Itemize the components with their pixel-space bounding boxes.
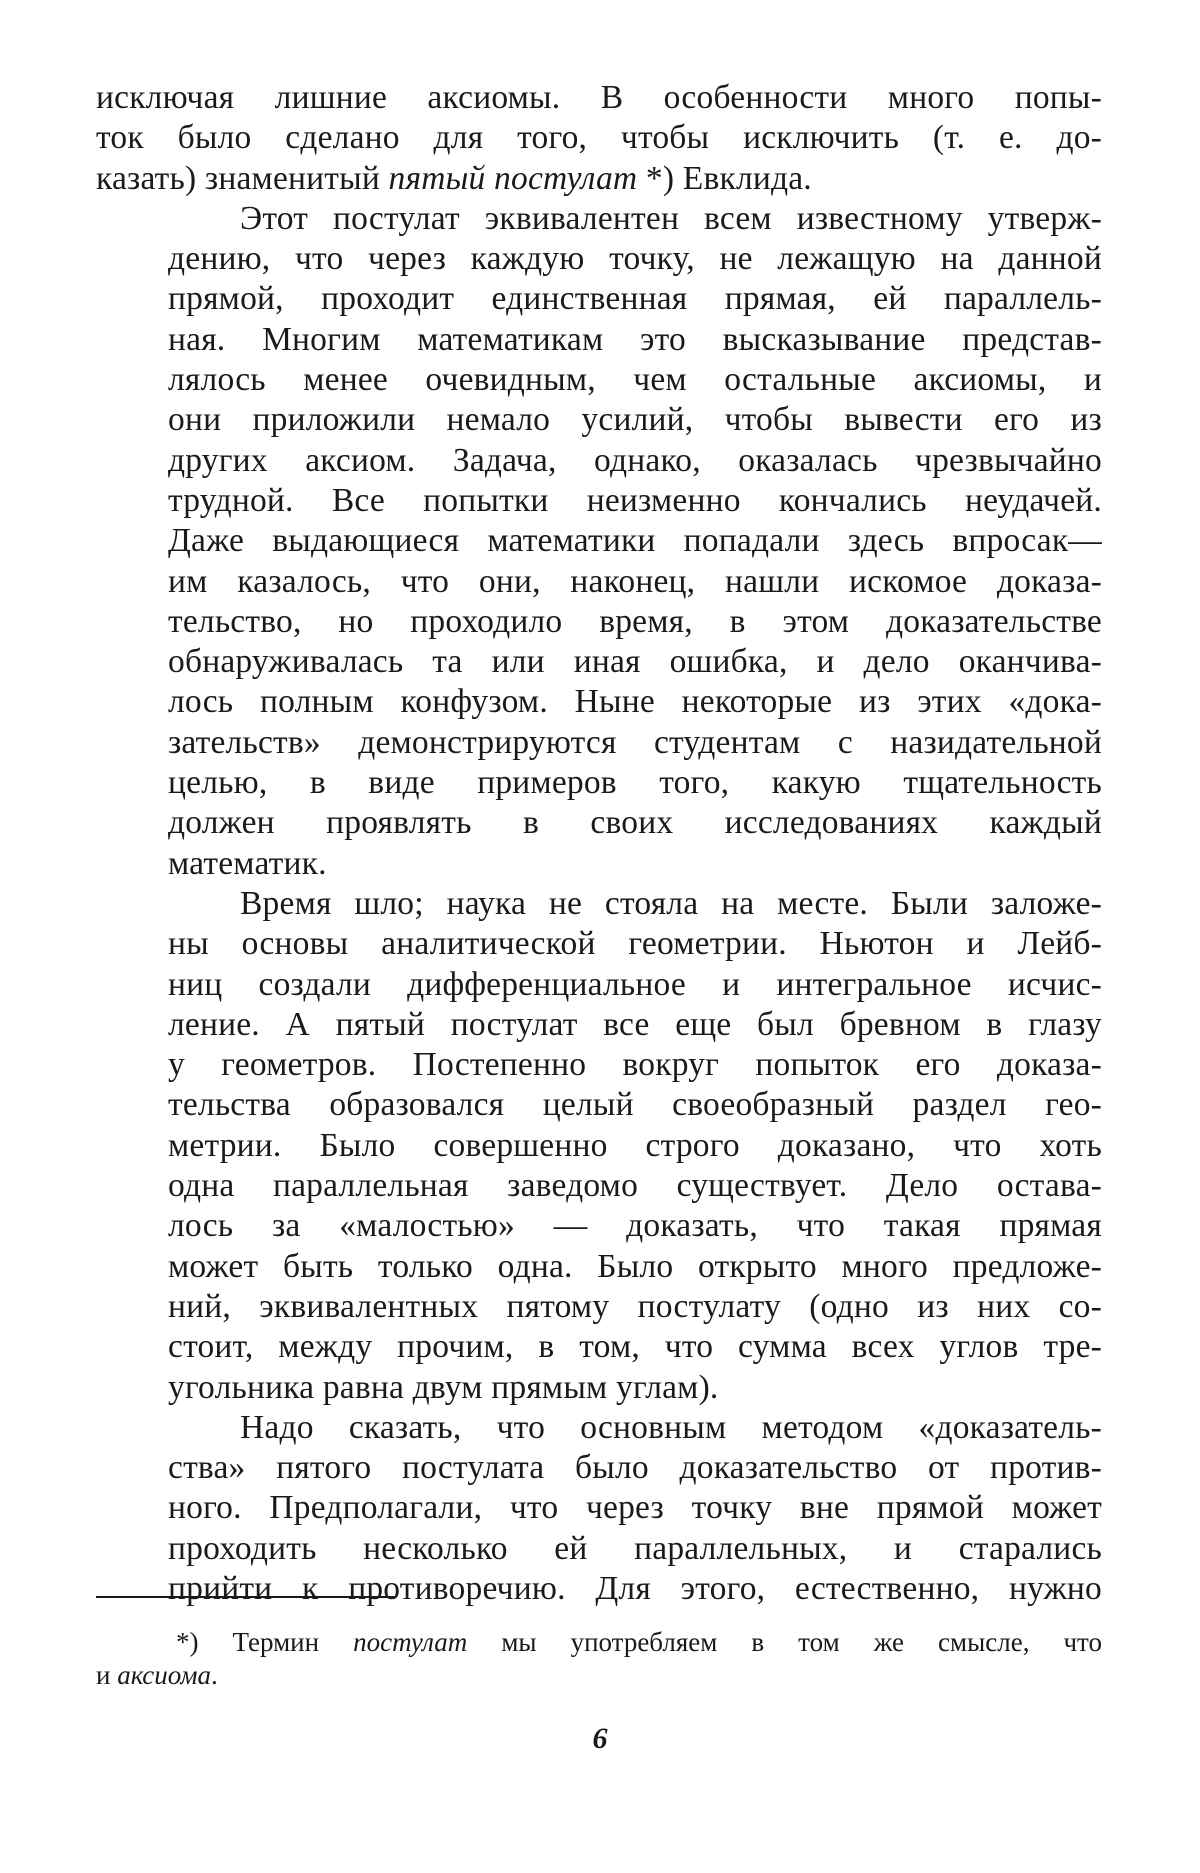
text-line: у геометров. Постепенно вокруг попыток его доказа- xyxy=(168,1046,1102,1084)
text-line: прийти к противоречию. Для этого, естественно, нужно xyxy=(168,1569,1102,1607)
text-line: зательств» демонстрируются студентам с назидательной xyxy=(168,723,1102,761)
text-run: мы употребляем в том же смысле, что xyxy=(467,1627,1103,1657)
text-line: дению, что через каждую точку, не лежащую на данной xyxy=(168,240,1102,278)
text-line: стоит, между прочим, в том, что сумма всех углов тре- xyxy=(168,1328,1102,1366)
text-line: ниц создали дифференциальное и интегральное исчис- xyxy=(168,965,1102,1003)
text-line: ная. Многим математикам это высказывание представ- xyxy=(168,320,1102,358)
footnote-line-2 xyxy=(96,1659,1102,1692)
footnote-line-1 xyxy=(96,1626,1102,1659)
text-line: Даже выдающиеся математики попадали здесь впросак— xyxy=(168,522,1102,560)
text-line: тельство, но проходило время, в этом доказательстве xyxy=(168,602,1102,640)
page-body xyxy=(96,78,1102,1609)
text-run: . xyxy=(211,1660,218,1690)
text-line: тельства образовался целый своеобразный раздел гео- xyxy=(168,1086,1102,1124)
text-line: метрии. Было совершенно строго доказано, что хоть xyxy=(168,1126,1102,1164)
text-run: и xyxy=(96,1660,118,1690)
text-line: прямой, проходит единственная прямая, ей параллель- xyxy=(168,280,1102,318)
text-line: они приложили немало усилий, чтобы вывести его из xyxy=(168,401,1102,439)
text-line: угольника равна двум прямым углам). xyxy=(168,1368,719,1406)
text-run: *) Термин xyxy=(176,1627,354,1657)
footnote-separator xyxy=(96,1596,396,1598)
paragraph xyxy=(96,78,1102,199)
text-line: ны основы аналитической геометрии. Ньютон и Лейб- xyxy=(168,925,1102,963)
text-line: Этот постулат эквивалентен всем известному утверж- xyxy=(240,199,1102,237)
text-line: лось за «малостью» — доказать, что такая прямая xyxy=(168,1207,1102,1245)
italic-term: пятый постулат xyxy=(388,159,638,197)
paragraph xyxy=(96,884,1102,1408)
text-line: Надо сказать, что основным методом «доказатель- xyxy=(240,1408,1102,1446)
text-line: целью, в виде примеров того, какую тщательность xyxy=(168,764,1102,802)
paragraph xyxy=(96,199,1102,884)
italic-term: постулат xyxy=(353,1627,468,1657)
text-line: обнаруживалась та или иная ошибка, и дело оканчива- xyxy=(168,643,1102,681)
text-line: проходить несколько ей параллельных, и старались xyxy=(168,1529,1102,1567)
text-line: может быть только одна. Было открыто много предложе- xyxy=(168,1247,1102,1285)
page-number: 6 xyxy=(592,1722,608,1755)
text-line: лялось менее очевидным, чем остальные аксиомы, и xyxy=(168,361,1102,399)
text-line: им казалось, что они, наконец, нашли искомое доказа- xyxy=(168,562,1102,600)
text-line: ление. А пятый постулат все еще был бревном в глазу xyxy=(168,1005,1102,1043)
text-line: исключая лишние аксиомы. В особенности много попы- xyxy=(96,79,1102,116)
text-line: ства» пятого постулата было доказательство от против- xyxy=(168,1449,1102,1487)
text-line: ток было сделано для того, чтобы исключить (т. е. до- xyxy=(96,119,1102,157)
footnote xyxy=(96,1626,1102,1692)
text-line: трудной. Все попытки неизменно кончались неудачей. xyxy=(168,481,1102,519)
text-line: лось полным конфузом. Ныне некоторые из этих «дока- xyxy=(168,683,1102,721)
text-line: Время шло; наука не стояла на месте. Были заложе- xyxy=(240,884,1102,922)
text-line: одна параллельная заведомо существует. Дело остава- xyxy=(168,1167,1102,1205)
text-run: казать) знаменитый xyxy=(96,159,389,197)
text-line: ного. Предполагали, что через точку вне прямой может xyxy=(168,1489,1102,1527)
text-line xyxy=(96,159,1102,199)
text-line: должен проявлять в своих исследованиях каждый xyxy=(168,804,1102,842)
italic-term: аксиома xyxy=(117,1660,211,1690)
text-line: ний, эквивалентных пятому постулату (одно из них со- xyxy=(168,1287,1102,1325)
text-line: математик. xyxy=(168,844,327,882)
paragraph xyxy=(96,1408,1102,1609)
text-run: *) Евклида. xyxy=(637,159,812,197)
text-line: других аксиом. Задача, однако, оказалась чрезвычайно xyxy=(168,441,1102,479)
